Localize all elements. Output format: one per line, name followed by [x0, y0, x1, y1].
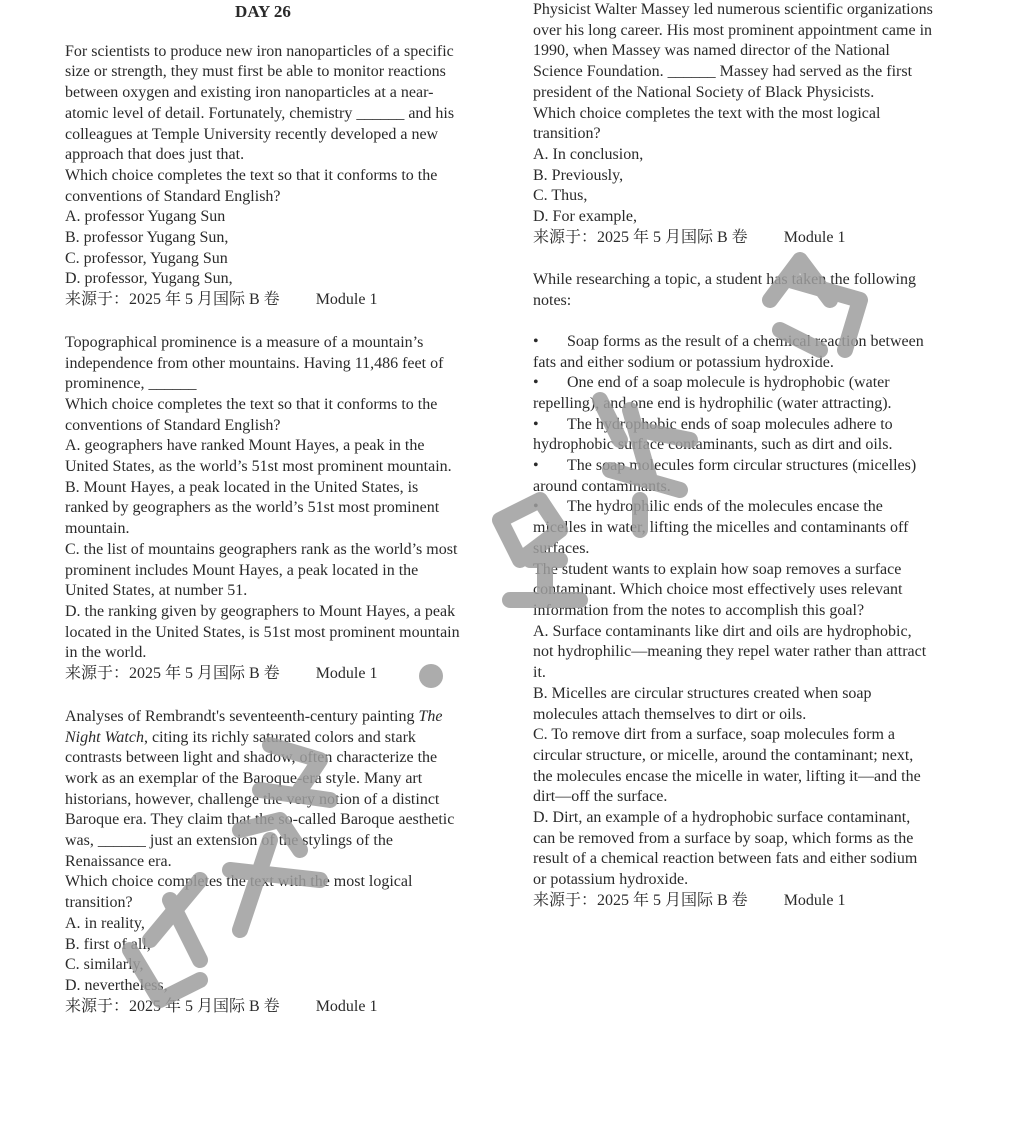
module-label: Module 1 [315, 665, 378, 683]
day-title: DAY 26 [235, 2, 291, 21]
bullet-icon: • [533, 415, 539, 433]
question-text: For scientists to produce new iron nanoparticles of a specific size or strength, they must first be able to monitor reactions between oxygen and existing iron nanoparticles at a near-atomic level of detail. Fortunately, chemistry ______ and his colleagues at Temple University recently developed a new approach that does just that. [65, 42, 455, 164]
answer-choices [65, 914, 465, 997]
note-text: The hydrophilic ends of the molecules encase the micelles in water, lifting the micelles and contaminants off surfaces. [533, 498, 909, 557]
question-5 [533, 270, 933, 911]
choice-c[interactable]: C. similarly, [65, 956, 144, 974]
right-column [533, 0, 933, 934]
choice-d[interactable]: D. the ranking given by geographers to Mount Hayes, a peak located in the United States, is 51st most prominent mountain in the world. [65, 602, 460, 662]
source-line [65, 997, 465, 1018]
question-prompt: The student wants to explain how soap removes a surface contaminant. Which choice most effectively uses relevant information from the notes to accomplish this goal? [533, 560, 903, 619]
question-2 [65, 333, 465, 685]
notes-intro: While researching a topic, a student has taken the following notes: [533, 271, 916, 310]
note-text: One end of a soap molecule is hydrophobic (water repelling), and one end is hydrophilic (water attracting). [533, 374, 892, 412]
question-text: Physicist Walter Massey led numerous scientific organizations over his long career. His most prominent appointment came in 1990, when Massey was named director of the National Science Foundation. ______ Massey had served as the first president of the National Society of Black Physicists. [533, 1, 933, 101]
choice-c[interactable]: C. Thus, [533, 187, 588, 205]
choice-a[interactable]: A. geographers have ranked Mount Hayes, a peak in the United States, as the world’s 51st most prominent mountain. [65, 437, 452, 476]
note-item [533, 415, 933, 456]
choice-b[interactable]: B. first of all, [65, 935, 151, 953]
note-item [533, 456, 933, 497]
answer-choices [65, 436, 465, 664]
source-text: 来源于：2025 年 5 月国际 B 卷 [65, 665, 280, 683]
answer-choices [533, 622, 933, 891]
source-text: 来源于：2025 年 5 月国际 B 卷 [533, 891, 748, 909]
choice-d[interactable]: D. nevertheless, [65, 976, 168, 994]
left-column [65, 0, 465, 1039]
note-text: Soap forms as the result of a chemical reaction between fats and either sodium or potassium hydroxide. [533, 332, 924, 371]
bullet-icon: • [533, 332, 539, 350]
bullet-icon: • [533, 457, 539, 475]
choice-c[interactable]: C. professor, Yugang Sun [65, 249, 228, 267]
choice-a[interactable]: A. in reality, [65, 914, 145, 932]
question-text: Topographical prominence is a measure of a mountain’s independence from other mountains. Having 11,486 feet of prominence, ______ [65, 333, 444, 393]
question-prompt: Which choice completes the text with the most logical transition? [65, 873, 413, 912]
module-label: Module 1 [783, 891, 846, 909]
choice-b[interactable]: B. Mount Hayes, a peak located in the United States, is ranked by geographers as the world’s 51st most prominent mountain. [65, 478, 440, 538]
source-line [65, 664, 465, 685]
note-item [533, 497, 933, 559]
choice-b[interactable]: B. professor Yugang Sun, [65, 229, 229, 247]
choice-d[interactable]: D. Dirt, an example of a hydrophobic surface contaminant, can be removed from a surface by soap, which forms as the result of a chemical reaction between fats and either sodium or potassium hydroxide. [533, 809, 918, 889]
bullet-icon: • [533, 374, 539, 392]
question-prompt: Which choice completes the text with the most logical transition? [533, 104, 881, 143]
module-label: Module 1 [315, 291, 378, 309]
question-1 [65, 42, 465, 311]
answer-choices [65, 207, 465, 290]
choice-a[interactable]: A. professor Yugang Sun [65, 208, 226, 226]
notes-list [533, 332, 933, 560]
choice-c[interactable]: C. To remove dirt from a surface, soap molecules form a circular structure, or micelle, around the contaminant; next, the molecules encase the micelle in water, lifting it—and the dirt—off the surface. [533, 726, 921, 806]
note-item [533, 332, 933, 373]
source-line [65, 290, 465, 311]
choice-a[interactable]: A. In conclusion, [533, 145, 644, 163]
source-text: 来源于：2025 年 5 月国际 B 卷 [65, 997, 280, 1015]
note-item [533, 373, 933, 414]
source-text: 来源于：2025 年 5 月国际 B 卷 [533, 228, 748, 246]
question-prompt: Which choice completes the text so that it conforms to the conventions of Standard English? [65, 166, 438, 205]
module-label: Module 1 [315, 997, 378, 1015]
note-text: The soap molecules form circular structures (micelles) around contaminants. [533, 457, 917, 495]
question-prompt: Which choice completes the text so that it conforms to the conventions of Standard English? [65, 395, 438, 434]
choice-b[interactable]: B. Previously, [533, 166, 624, 184]
module-label: Module 1 [783, 228, 846, 246]
question-4 [533, 0, 933, 248]
source-text: 来源于：2025 年 5 月国际 B 卷 [65, 291, 280, 309]
text-part: , citing its richly saturated colors and stark contrasts between light and shadow, often characterize the work as an exemplar of the Baroque-era style. Many art historians, however, challenge the very notion of a distinct Baroque era. They claim that the so-called Baroque aesthetic was, ______ just an extension of the stylings of the Renaissance era. [65, 728, 455, 870]
bullet-icon: • [533, 498, 539, 516]
painting-title: The Night Watch [65, 707, 443, 746]
choice-c[interactable]: C. the list of mountains geographers rank as the world’s most prominent includes Mount Hayes, a peak located in the United States, at number 51. [65, 540, 458, 600]
note-text: The hydrophobic ends of soap molecules adhere to hydrophobic surface contaminants, such as dirt and oils. [533, 415, 893, 454]
choice-d[interactable]: D. For example, [533, 208, 637, 226]
answer-choices [533, 145, 933, 228]
question-3 [65, 707, 465, 1018]
source-line [533, 228, 933, 249]
choice-b[interactable]: B. Micelles are circular structures created when soap molecules attach themselves to dirt or oils. [533, 684, 872, 723]
source-line [533, 891, 933, 912]
choice-d[interactable]: D. professor, Yugang Sun, [65, 270, 233, 288]
text-part: Analyses of Rembrandt's seventeenth-century painting [65, 707, 419, 725]
question-text [65, 707, 465, 873]
choice-a[interactable]: A. Surface contaminants like dirt and oils are hydrophobic, not hydrophilic—meaning they repel water rather than attract it. [533, 622, 927, 682]
